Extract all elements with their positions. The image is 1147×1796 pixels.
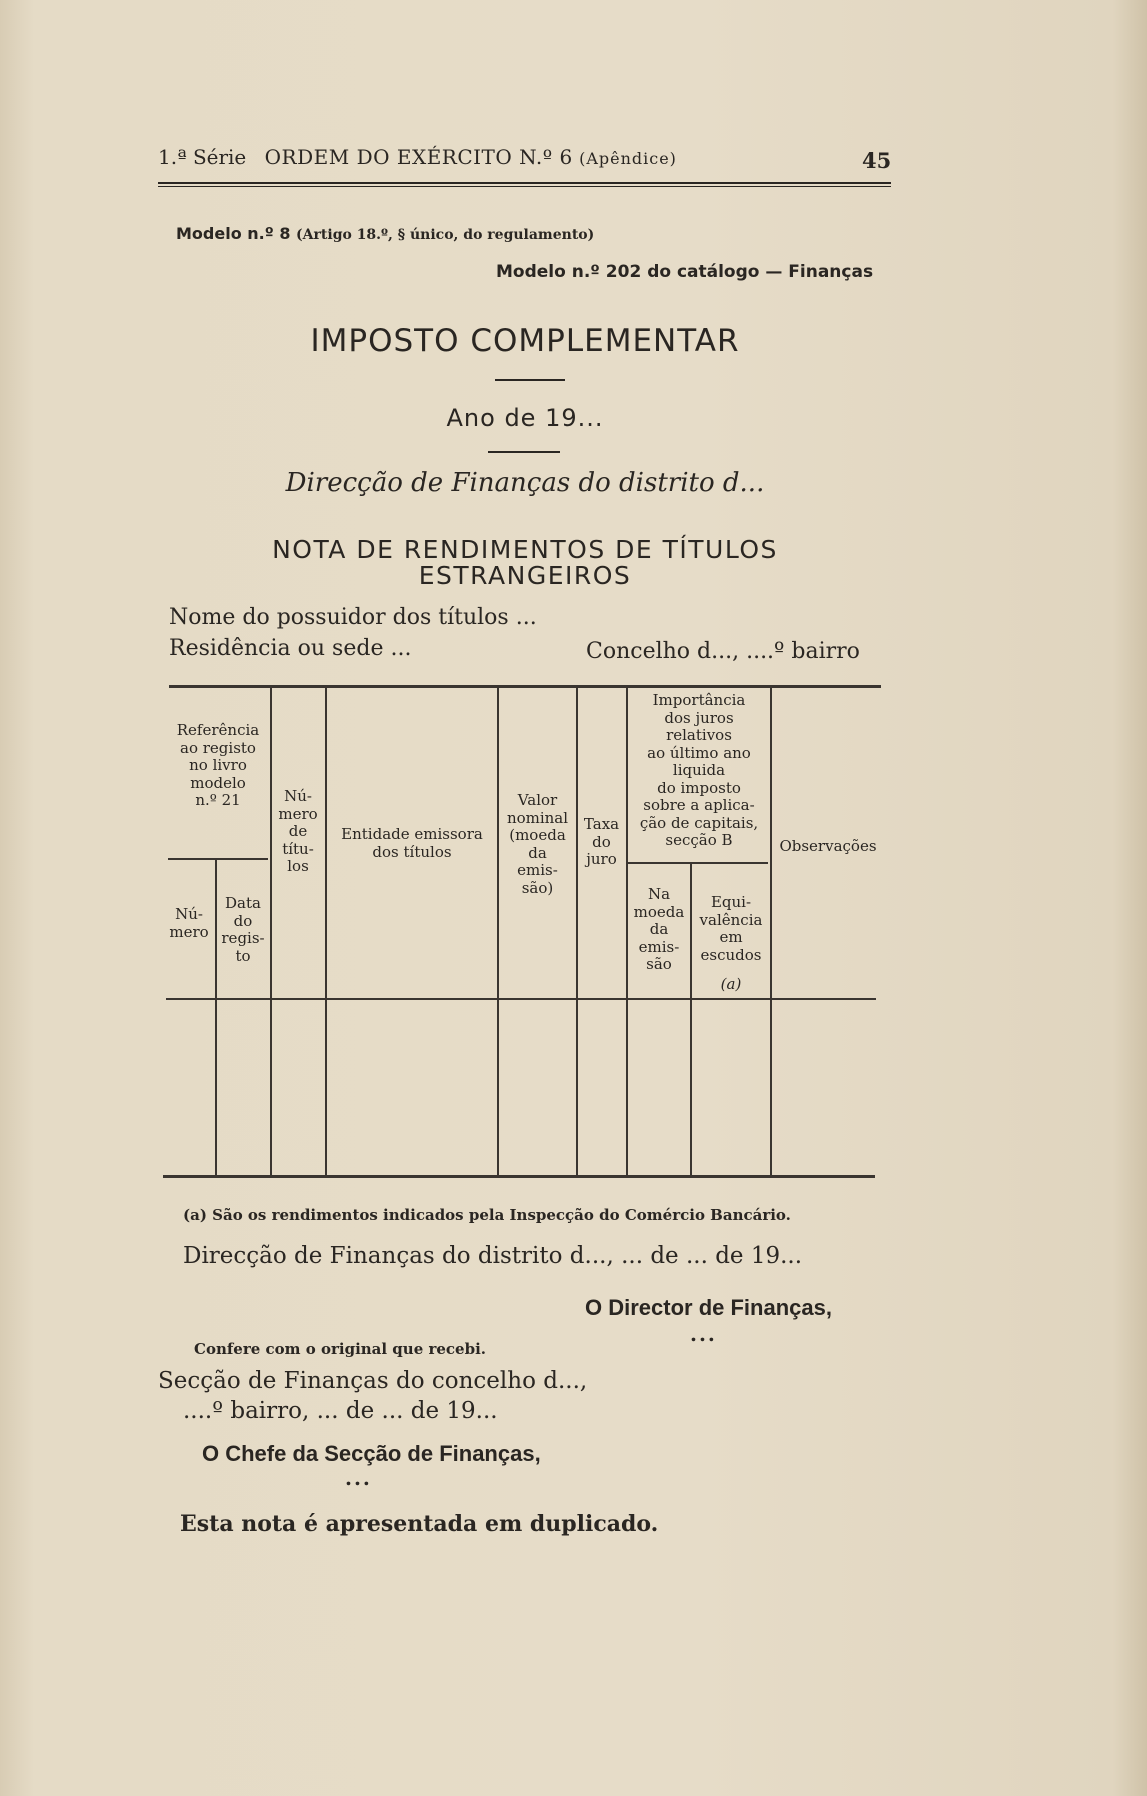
modelo-line xyxy=(176,224,594,243)
running-header xyxy=(158,145,677,169)
catalogo-line: Modelo n.º 202 do catálogo — Finanças xyxy=(496,262,874,282)
col-equivalencia: Equi- valência em escudos xyxy=(699,893,763,964)
col-ref-data: Data do regis- to xyxy=(221,894,265,965)
col-valor-nominal: Valor nominal (moeda da emis- são) xyxy=(506,791,569,897)
year-line: Ano de 19... xyxy=(446,404,604,432)
director-signature-dots: ... xyxy=(690,1322,717,1346)
duplicado-note: Esta nota é apresentada em duplicado. xyxy=(180,1511,659,1537)
importancia-subheader-rule xyxy=(628,862,768,864)
modelo-reference: (Artigo 18.º, § único, do regulamento) xyxy=(296,227,595,243)
direccao-date-line: Direcção de Finanças do distrito d..., ... de ... de 19... xyxy=(183,1243,803,1269)
nota-heading-line1: NOTA DE RENDIMENTOS DE TÍTULOS xyxy=(272,535,778,564)
seccao-line-2: ....º bairro, ... de ... de 19... xyxy=(183,1398,498,1424)
header-bottom-rule xyxy=(166,998,876,1000)
ref-subheader-rule xyxy=(168,858,268,860)
apendice-label: (Apêndice) xyxy=(579,149,677,168)
table-top-rule xyxy=(169,685,881,688)
direccao-heading: Direcção de Finanças do distrito d... xyxy=(285,468,765,498)
title-divider xyxy=(495,379,565,381)
col-equivalencia-note: (a) xyxy=(720,975,742,993)
footnote: (a) São os rendimentos indicados pela Inspecção do Comércio Bancário. xyxy=(183,1206,791,1224)
ordem-title: ORDEM DO EXÉRCITO N.º 6 xyxy=(264,145,573,169)
concelho-field: Concelho d..., ....º bairro xyxy=(586,639,860,664)
year-divider xyxy=(488,451,560,453)
confere-line: Confere com o original que recebi. xyxy=(194,1340,487,1358)
chefe-signature-label: O Chefe da Secção de Finanças, xyxy=(202,1441,541,1466)
col-observacoes: Observações xyxy=(779,837,877,855)
page-number: 45 xyxy=(862,148,892,173)
col-divider xyxy=(497,688,499,1175)
document-title: IMPOSTO COMPLEMENTAR xyxy=(310,323,740,359)
nota-heading-line2: ESTRANGEIROS xyxy=(418,561,632,590)
owner-name-field: Nome do possuidor dos títulos ... xyxy=(169,605,537,630)
table-bottom-rule xyxy=(163,1175,875,1178)
col-divider xyxy=(576,688,578,1175)
col-entidade: Entidade emissora dos títulos xyxy=(341,825,483,861)
col-ref-numero: Nú- mero xyxy=(169,905,209,941)
col-numero-titulos: Nú- mero de títu- los xyxy=(278,787,318,875)
col-divider xyxy=(770,688,772,1175)
residence-field: Residência ou sede ... xyxy=(169,636,412,661)
series-label: 1.ª Série xyxy=(158,145,247,169)
chefe-signature-dots: ... xyxy=(345,1466,372,1490)
col-importancia: Importância dos juros relativos ao último ano liquida do imposto sobre a aplica- ção de capitais, secção B xyxy=(639,691,759,849)
header-rule-bottom xyxy=(158,186,891,187)
col-referencia: Referência ao registo no livro modelo n.º 21 xyxy=(176,721,260,809)
col-taxa-juro: Taxa do juro xyxy=(583,815,620,868)
col-divider xyxy=(270,688,272,1175)
col-divider xyxy=(325,688,327,1175)
director-signature-label: O Director de Finanças, xyxy=(585,1295,832,1320)
modelo-number: Modelo n.º 8 xyxy=(176,224,291,243)
header-rule-top xyxy=(158,182,891,184)
col-na-moeda: Na moeda da emis- são xyxy=(633,885,685,973)
seccao-line-1: Secção de Finanças do concelho d..., xyxy=(158,1368,588,1394)
